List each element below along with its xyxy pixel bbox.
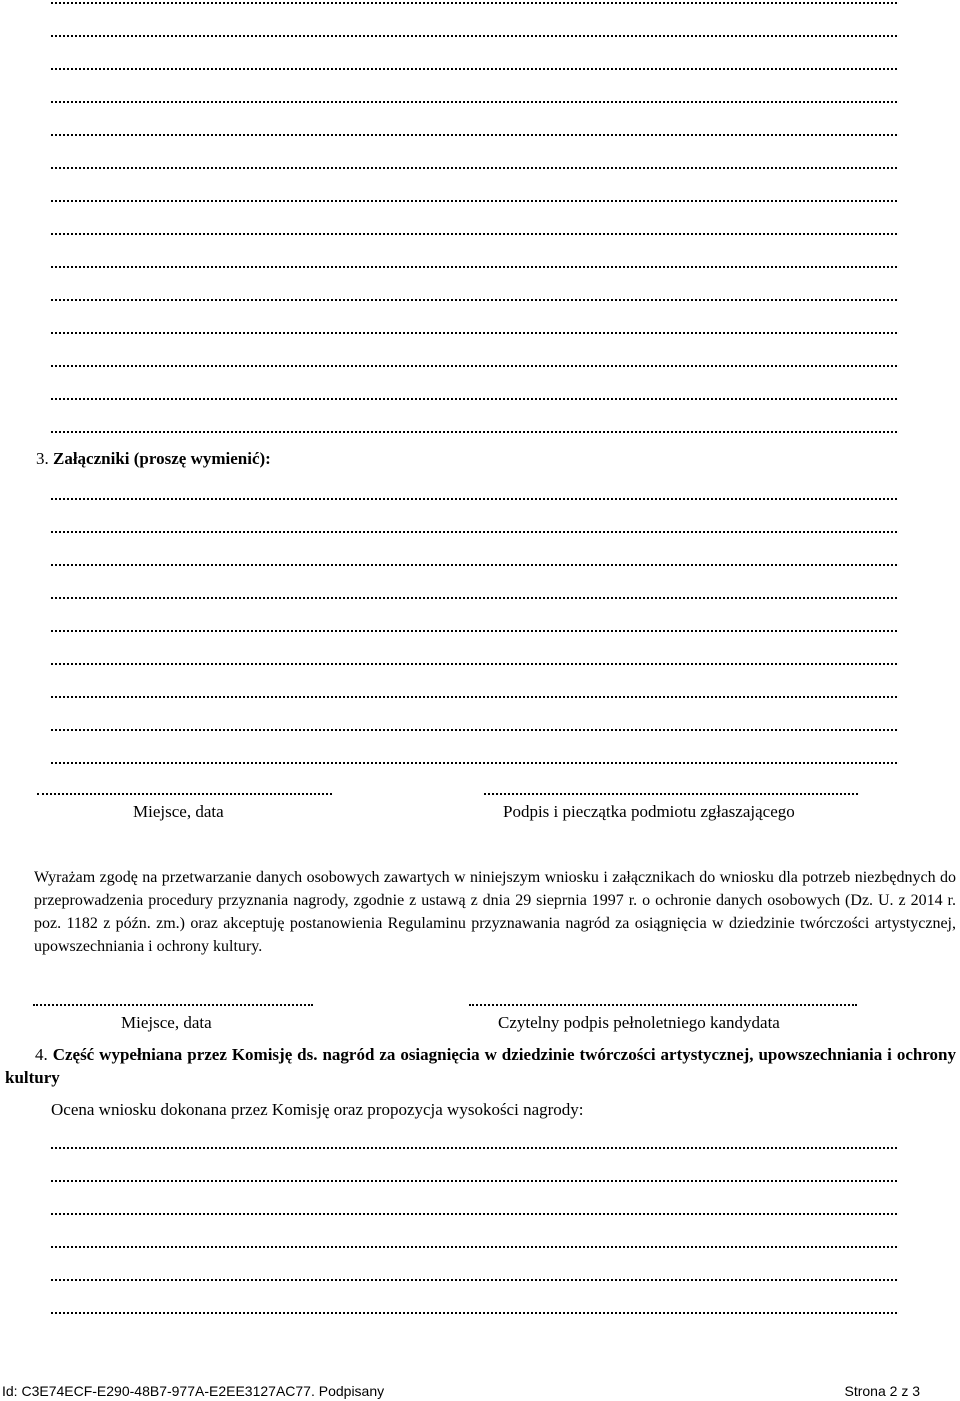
assessment-line[interactable]	[51, 1137, 897, 1151]
place-date-line[interactable]	[37, 783, 332, 797]
answer-line[interactable]	[51, 289, 897, 303]
attachment-line[interactable]	[51, 719, 897, 733]
answer-line[interactable]	[51, 58, 897, 72]
assessment-line[interactable]	[51, 1269, 897, 1283]
section-4-title: Część wypełniana przez Komisję ds. nagród za osiagnięcia w dziedzinie twórczości artystycznej, upowszechniania i ochrony kultury	[5, 1045, 957, 1087]
submitter-signature-line[interactable]	[484, 783, 858, 797]
page-number: Strona 2 z 3	[844, 1383, 920, 1399]
candidate-place-date-line[interactable]	[33, 994, 313, 1008]
answer-line[interactable]	[51, 190, 897, 204]
assessment-line[interactable]	[51, 1170, 897, 1184]
assessment-line[interactable]	[51, 1302, 897, 1316]
answer-line[interactable]	[51, 0, 897, 6]
section-4-number: 4.	[35, 1045, 48, 1064]
attachment-line[interactable]	[51, 653, 897, 667]
candidate-signature-line[interactable]	[469, 994, 857, 1008]
place-date-label: Miejsce, data	[133, 802, 224, 821]
answer-line[interactable]	[51, 322, 897, 336]
section-4-heading	[5, 1043, 956, 1089]
attachment-line[interactable]	[51, 554, 897, 568]
section-3-heading	[36, 449, 271, 469]
assessment-label: Ocena wniosku dokonana przez Komisję oraz propozycja wysokości nagrody:	[51, 1100, 584, 1119]
section-3-title: Załączniki (proszę wymienić):	[53, 449, 271, 468]
answer-line[interactable]	[51, 256, 897, 270]
answer-line[interactable]	[51, 388, 897, 402]
candidate-signature-label: Czytelny podpis pełnoletniego kandydata	[498, 1013, 780, 1032]
answer-line[interactable]	[51, 223, 897, 237]
attachment-line[interactable]	[51, 521, 897, 535]
attachment-line[interactable]	[51, 620, 897, 634]
attachment-line[interactable]	[51, 686, 897, 700]
answer-line[interactable]	[51, 355, 897, 369]
assessment-line[interactable]	[51, 1203, 897, 1217]
assessment-line[interactable]	[51, 1236, 897, 1250]
answer-line[interactable]	[51, 91, 897, 105]
consent-paragraph: Wyrażam zgodę na przetwarzanie danych osobowych zawartych w niniejszym wniosku i załącznikach do wniosku dla potrzeb niezbędnych do przeprowadzenia procedury przyznania nagrody, zgodnie z ustawą z dnia 29 sieprnia 1997 r. o ochronie danych osobowych (Dz. U. z 2014 r. poz. 1182 z późn. zm.) oraz akceptuję postanowienia Regulaminu przyznawania nagród za osiągnięcia w dziedzinie twórczości artystycznej, upowszechniania i ochrony kultury.	[34, 869, 956, 955]
section-3-number: 3.	[36, 449, 49, 468]
answer-line[interactable]	[51, 124, 897, 138]
attachment-line[interactable]	[51, 752, 897, 766]
submitter-signature-label: Podpis i pieczątka podmiotu zgłaszającego	[503, 802, 795, 821]
document-id: Id: C3E74ECF-E290-48B7-977A-E2EE3127AC77. Podpisany	[2, 1383, 385, 1399]
answer-line[interactable]	[51, 157, 897, 171]
attachment-line[interactable]	[51, 488, 897, 502]
answer-line[interactable]	[51, 25, 897, 39]
answer-line[interactable]	[51, 421, 897, 435]
candidate-place-date-label: Miejsce, data	[121, 1013, 212, 1032]
attachment-line[interactable]	[51, 587, 897, 601]
